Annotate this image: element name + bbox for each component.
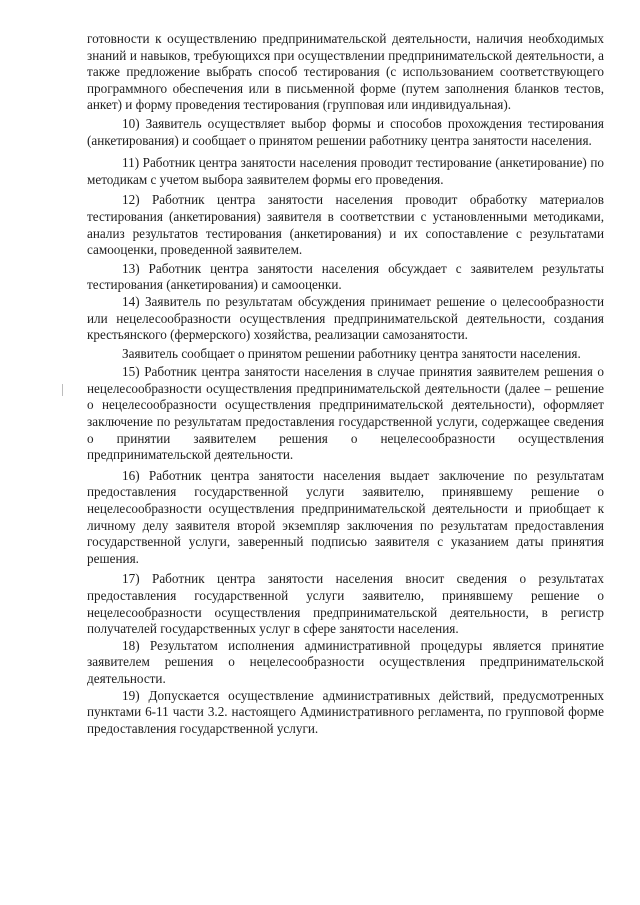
margin-scan-mark bbox=[62, 384, 63, 396]
paragraph-item-11: 11) Работник центра занятости населения проводит тестирование (анкетирование) по методикам с учетом выбора заявителем формы его проведения. bbox=[87, 155, 604, 187]
paragraph-item-13: 13) Работник центра занятости населения обсуждает с заявителем результаты тестирования (анкетирования) и самооценки. bbox=[87, 260, 604, 293]
paragraph-continuation: готовности к осуществлению предпринимательской деятельности, наличия необходимых знаний и навыков, требующихся при осуществлении предпринимательской деятельности, а также предложение выбрать способ тестирования (с использованием соответствующего программного обеспечения или в письменной форме (путем заполнения бланков тестов, анкет) и форму проведения тестирования (групповая или индивидуальная). bbox=[87, 31, 604, 113]
paragraph-item-19: 19) Допускается осуществление административных действий, предусмотренных пунктами 6-11 части 3.2. настоящего Административного регламента, по групповой форме предоставления государственной услуги. bbox=[87, 687, 604, 736]
paragraph-item-16: 16) Работник центра занятости населения выдает заключение по результатам предоставления государственной услуги заявителю, принявшему решение о нецелесообразности осуществления предпринимательской деятельности и приобщает к личному делу заявителя второй экземпляр заключения по результатам предоставления государственной услуги, заверенный подписью заявителя с указанием даты принятия решения. bbox=[87, 467, 604, 566]
paragraph-item-14: 14) Заявитель по результатам обсуждения принимает решение о целесообразности или нецелесообразности осуществления предпринимательской деятельности, создания крестьянского (фермерского) хозяйства, реализации самозанятости. bbox=[87, 293, 604, 343]
paragraph-item-17: 17) Работник центра занятости населения вносит сведения о результатах предоставления государственной услуги заявителю, принявшему решение о нецелесообразности осуществления предпринимательской деятельности, в регистр получателей государственных услуг в сфере занятости населения. bbox=[87, 571, 604, 637]
paragraph-item-12: 12) Работник центра занятости населения проводит обработку материалов тестирования (анкетирования) заявителя в соответствии с установленными методиками, анализ результатов тестирования (анкетирования) и их сопоставление с результатами самооценки, проведенной заявителем. bbox=[87, 192, 604, 258]
paragraph-applicant-informs: Заявитель сообщает о принятом решении работнику центра занятости населения. bbox=[122, 345, 581, 361]
paragraph-item-10: 10) Заявитель осуществляет выбор формы и способов прохождения тестирования (анкетирования) и сообщает о принятом решении работнику центра занятости населения. bbox=[87, 115, 604, 148]
paragraph-item-15: 15) Работник центра занятости населения в случае принятия заявителем решения о нецелесообразности осуществления предпринимательской деятельности (далее – решение о нецелесообразности осуществления предпринимательской деятельности), оформляет заключение по результатам предоставления государственной услуги, содержащее сведения о принятии заявителем решения о нецелесообразности осуществления предпринимательской деятельности. bbox=[87, 364, 604, 463]
paragraph-item-18: 18) Результатом исполнения административной процедуры является принятие заявителем решения о нецелесообразности осуществления предпринимательской деятельности. bbox=[87, 637, 604, 686]
